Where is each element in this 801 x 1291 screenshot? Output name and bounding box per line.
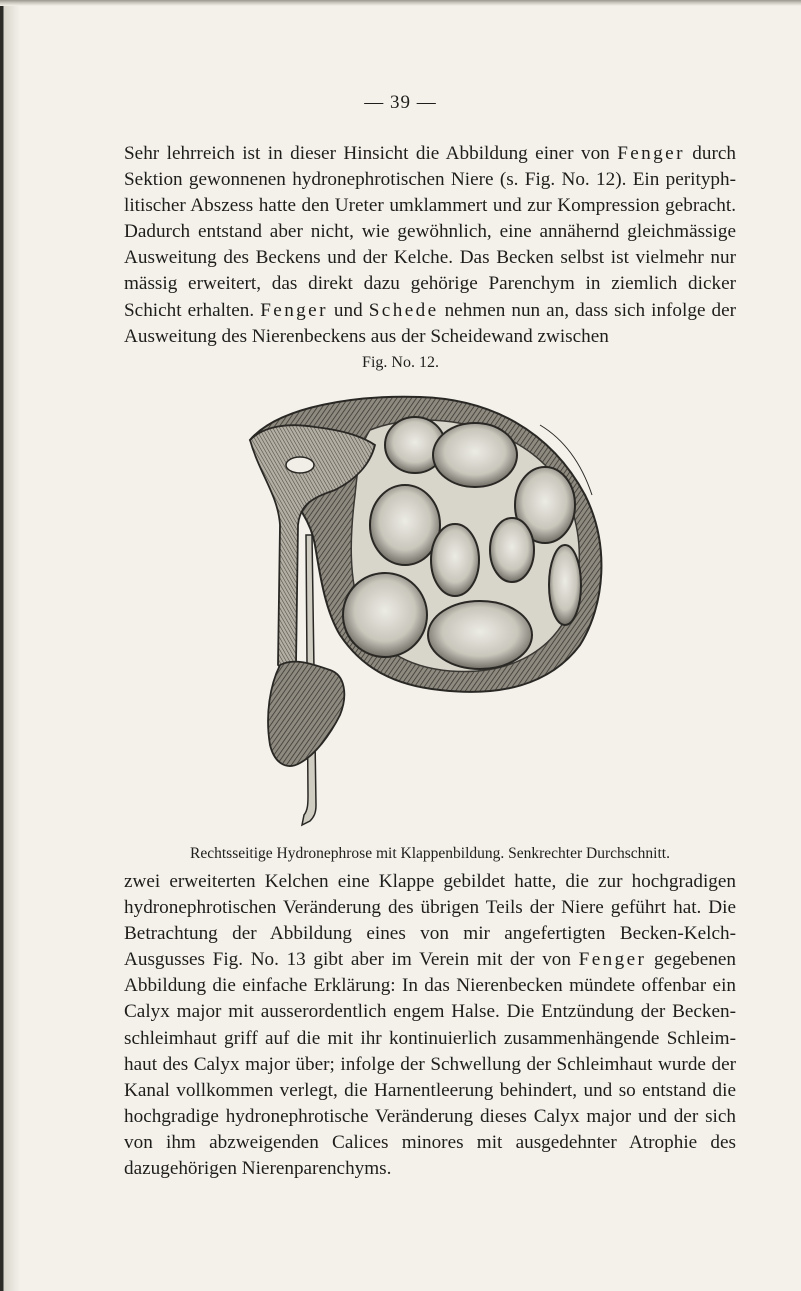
author-name-fenger: Fenger xyxy=(617,143,685,164)
text-segment: und xyxy=(327,299,369,321)
paragraph-2 xyxy=(124,869,736,1182)
calyx-cavity xyxy=(428,601,532,669)
text-segment: durch Sektion gewonnenen hydronephrotischen Niere (s. Fig. No. 12). Ein perityphlitischer Abszess hatte den Ureter umklammert und zur Kompression gebracht. Dadurch entstand aber nicht, wie gewöhnlich, eine annähernd gleichmässige Ausweitung des Beckens und der Kelche. Das Becken selbst ist vielmehr nur mässig erweitert, das direkt dazu gehörige Parenchym in ziemlich dicker Schicht erhalten. xyxy=(124,143,736,321)
author-name-schede: Schede xyxy=(368,299,439,321)
page-top-edge xyxy=(0,0,801,6)
figure-caption: Rechtsseitige Hydronephrose mit Klappenbildung. Senkrechter Durchschnitt. xyxy=(190,845,670,862)
text-segment: Sehr lehrreich ist in dieser Hinsicht die Abbildung einer von xyxy=(124,143,618,164)
text-segment: nehmen nun an, dass sich infolge der Ausweitung des Nierenbeckens aus der Scheidewand zwischen xyxy=(124,299,736,347)
abscess-mass xyxy=(268,662,344,766)
author-name-fenger: Fenger xyxy=(260,299,328,321)
page-number: — 39 — xyxy=(364,92,437,113)
kidney-section-illustration xyxy=(220,385,620,835)
page-binding-edge xyxy=(0,0,20,1291)
calyx-cavity xyxy=(433,423,517,487)
calyx-cavity xyxy=(370,485,440,565)
text-segment: gegebenen Abbildung die einfache Erklärung: In das Nierenbecken mündete offenbar ein Calyx major mit ausserordentlich engem Halse. Die Entzündung der Beckenschleimhaut griff auf die mit ihr kontinuierlich zusammenhängende Schleimhaut des Calyx major über; infolge der Schwellung der Schleimhaut wurde der Kanal vollkommen verlegt, die Harnentleerung behindert, und so entstand die hochgradige hydronephrotische Veränderung dieses Calyx major und der sich von ihm abzweigenden Calices minores mit ausgedehnter Atrophie des dazugehörigen Nierenparenchyms. xyxy=(124,949,736,1180)
text-segment: zwei erweiterten Kelchen eine Klappe gebildet hatte, die zur hochgradigen hydronephrotischen Veränderung des übrigen Teils der Niere geführt hat. Die Betrachtung der Abbildung eines von mir angefertigten Becken-Kelch-Ausgusses Fig. No. 13 gibt aber im Verein mit der von xyxy=(124,871,736,971)
calyx-cavity xyxy=(549,545,581,625)
figure-label: Fig. No. 12. xyxy=(362,354,439,371)
calyx-cavity xyxy=(431,524,479,596)
paragraph-1 xyxy=(124,141,736,350)
author-name-fenger: Fenger xyxy=(578,949,647,971)
calyx-cavity xyxy=(490,518,534,582)
pelvis-opening xyxy=(286,457,314,473)
calyx-cavity xyxy=(343,573,427,657)
